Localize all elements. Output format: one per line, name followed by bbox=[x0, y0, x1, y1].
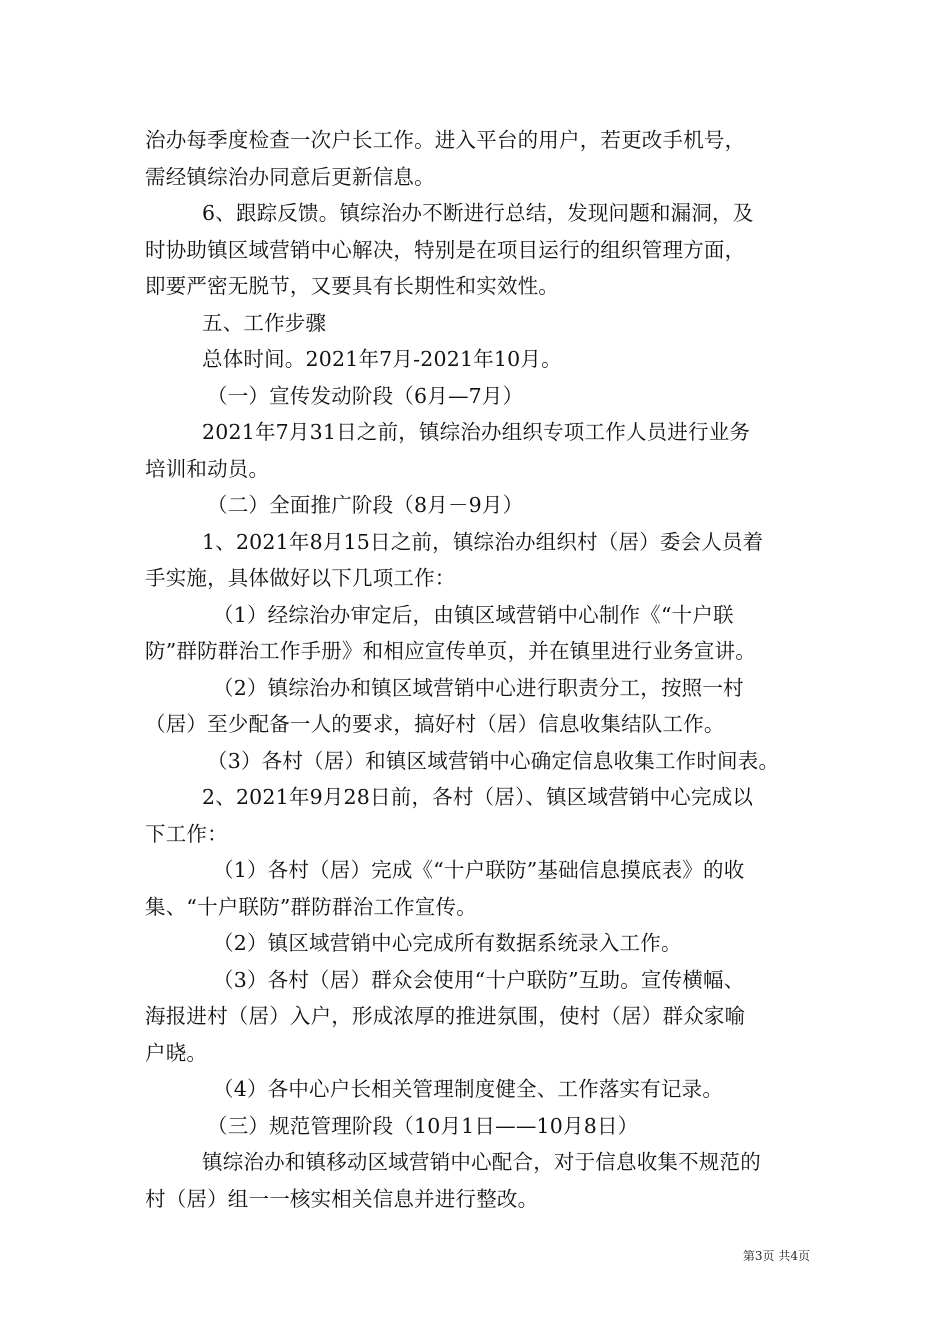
page-number: 第3页 共4页 bbox=[742, 1249, 810, 1263]
paragraph-line: 集、“十户联防”群防群治工作宣传。 bbox=[145, 894, 477, 919]
paragraph-line: （2）镇综治办和镇区域营销中心进行职责分工，按照一村 bbox=[213, 675, 744, 700]
paragraph-line: （1）经综治办审定后，由镇区域营销中心制作《“十户联 bbox=[213, 602, 734, 627]
paragraph-line: （2）镇区域营销中心完成所有数据系统录入工作。 bbox=[213, 931, 682, 955]
paragraph-line: 2021年7月31日之前，镇综治办组织专项工作人员进行业务 bbox=[202, 420, 751, 444]
paragraph-line: （3）各村（居）和镇区域营销中心确定信息收集工作时间表。 bbox=[207, 748, 780, 773]
paragraph-line: 需经镇综治办同意后更新信息。 bbox=[145, 164, 435, 189]
paragraph-line: 即要严密无脱节，又要具有长期性和实效性。 bbox=[145, 274, 559, 298]
paragraph-line: （1）各村（居）完成《“十户联防”基础信息摸底表》的收 bbox=[213, 858, 745, 882]
subsection-heading: （一）宣传发动阶段（6月—7月） bbox=[207, 383, 524, 408]
paragraph-line: 海报进村（居）入户，形成浓厚的推进氛围，使村（居）群众家喻 bbox=[145, 1004, 746, 1028]
paragraph-line: （4）各中心户长相关管理制度健全、工作落实有记录。 bbox=[213, 1077, 724, 1101]
paragraph-line: 培训和动员。 bbox=[145, 456, 270, 481]
document-body bbox=[145, 122, 810, 1217]
paragraph-line: 1、2021年8月15日之前，镇综治办组织村（居）委会人员着 bbox=[202, 529, 764, 554]
subsection-heading: （二）全面推广阶段（8月－9月） bbox=[207, 493, 524, 517]
paragraph-line: 治办每季度检查一次户长工作。进入平台的用户，若更改手机号， bbox=[145, 128, 746, 152]
paragraph-line: 时协助镇区域营销中心解决，特别是在项目运行的组织管理方面， bbox=[145, 237, 746, 262]
paragraph-line: 下工作： bbox=[145, 821, 228, 846]
paragraph-line: 村（居）组一一核实相关信息并进行整改。 bbox=[145, 1186, 539, 1211]
subsection-heading: （三）规范管理阶段（10月1日——10月8日） bbox=[207, 1113, 639, 1138]
paragraph-line: 防”群防群治工作手册》和相应宣传单页，并在镇里进行业务宣讲。 bbox=[145, 639, 756, 663]
paragraph-line: 总体时间。2021年7月-2021年10月。 bbox=[202, 347, 562, 371]
paragraph-line: （3）各村（居）群众会使用“十户联防”互助。宣传横幅、 bbox=[213, 967, 745, 992]
paragraph-line: 镇综治办和镇移动区域营销中心配合，对于信息收集不规范的 bbox=[202, 1150, 761, 1174]
section-heading: 五、工作步骤 bbox=[202, 310, 327, 335]
paragraph-line: 手实施，具体做好以下几项工作： bbox=[145, 566, 456, 590]
paragraph-line: 2、2021年9月28日前，各村（居）、镇区域营销中心完成以 bbox=[202, 785, 754, 809]
paragraph-line: 户晓。 bbox=[145, 1040, 208, 1065]
paragraph-line: 6、跟踪反馈。镇综治办不断进行总结，发现问题和漏洞，及 bbox=[202, 201, 754, 225]
paragraph-line: （居）至少配备一人的要求，搞好村（居）信息收集结队工作。 bbox=[145, 712, 725, 736]
